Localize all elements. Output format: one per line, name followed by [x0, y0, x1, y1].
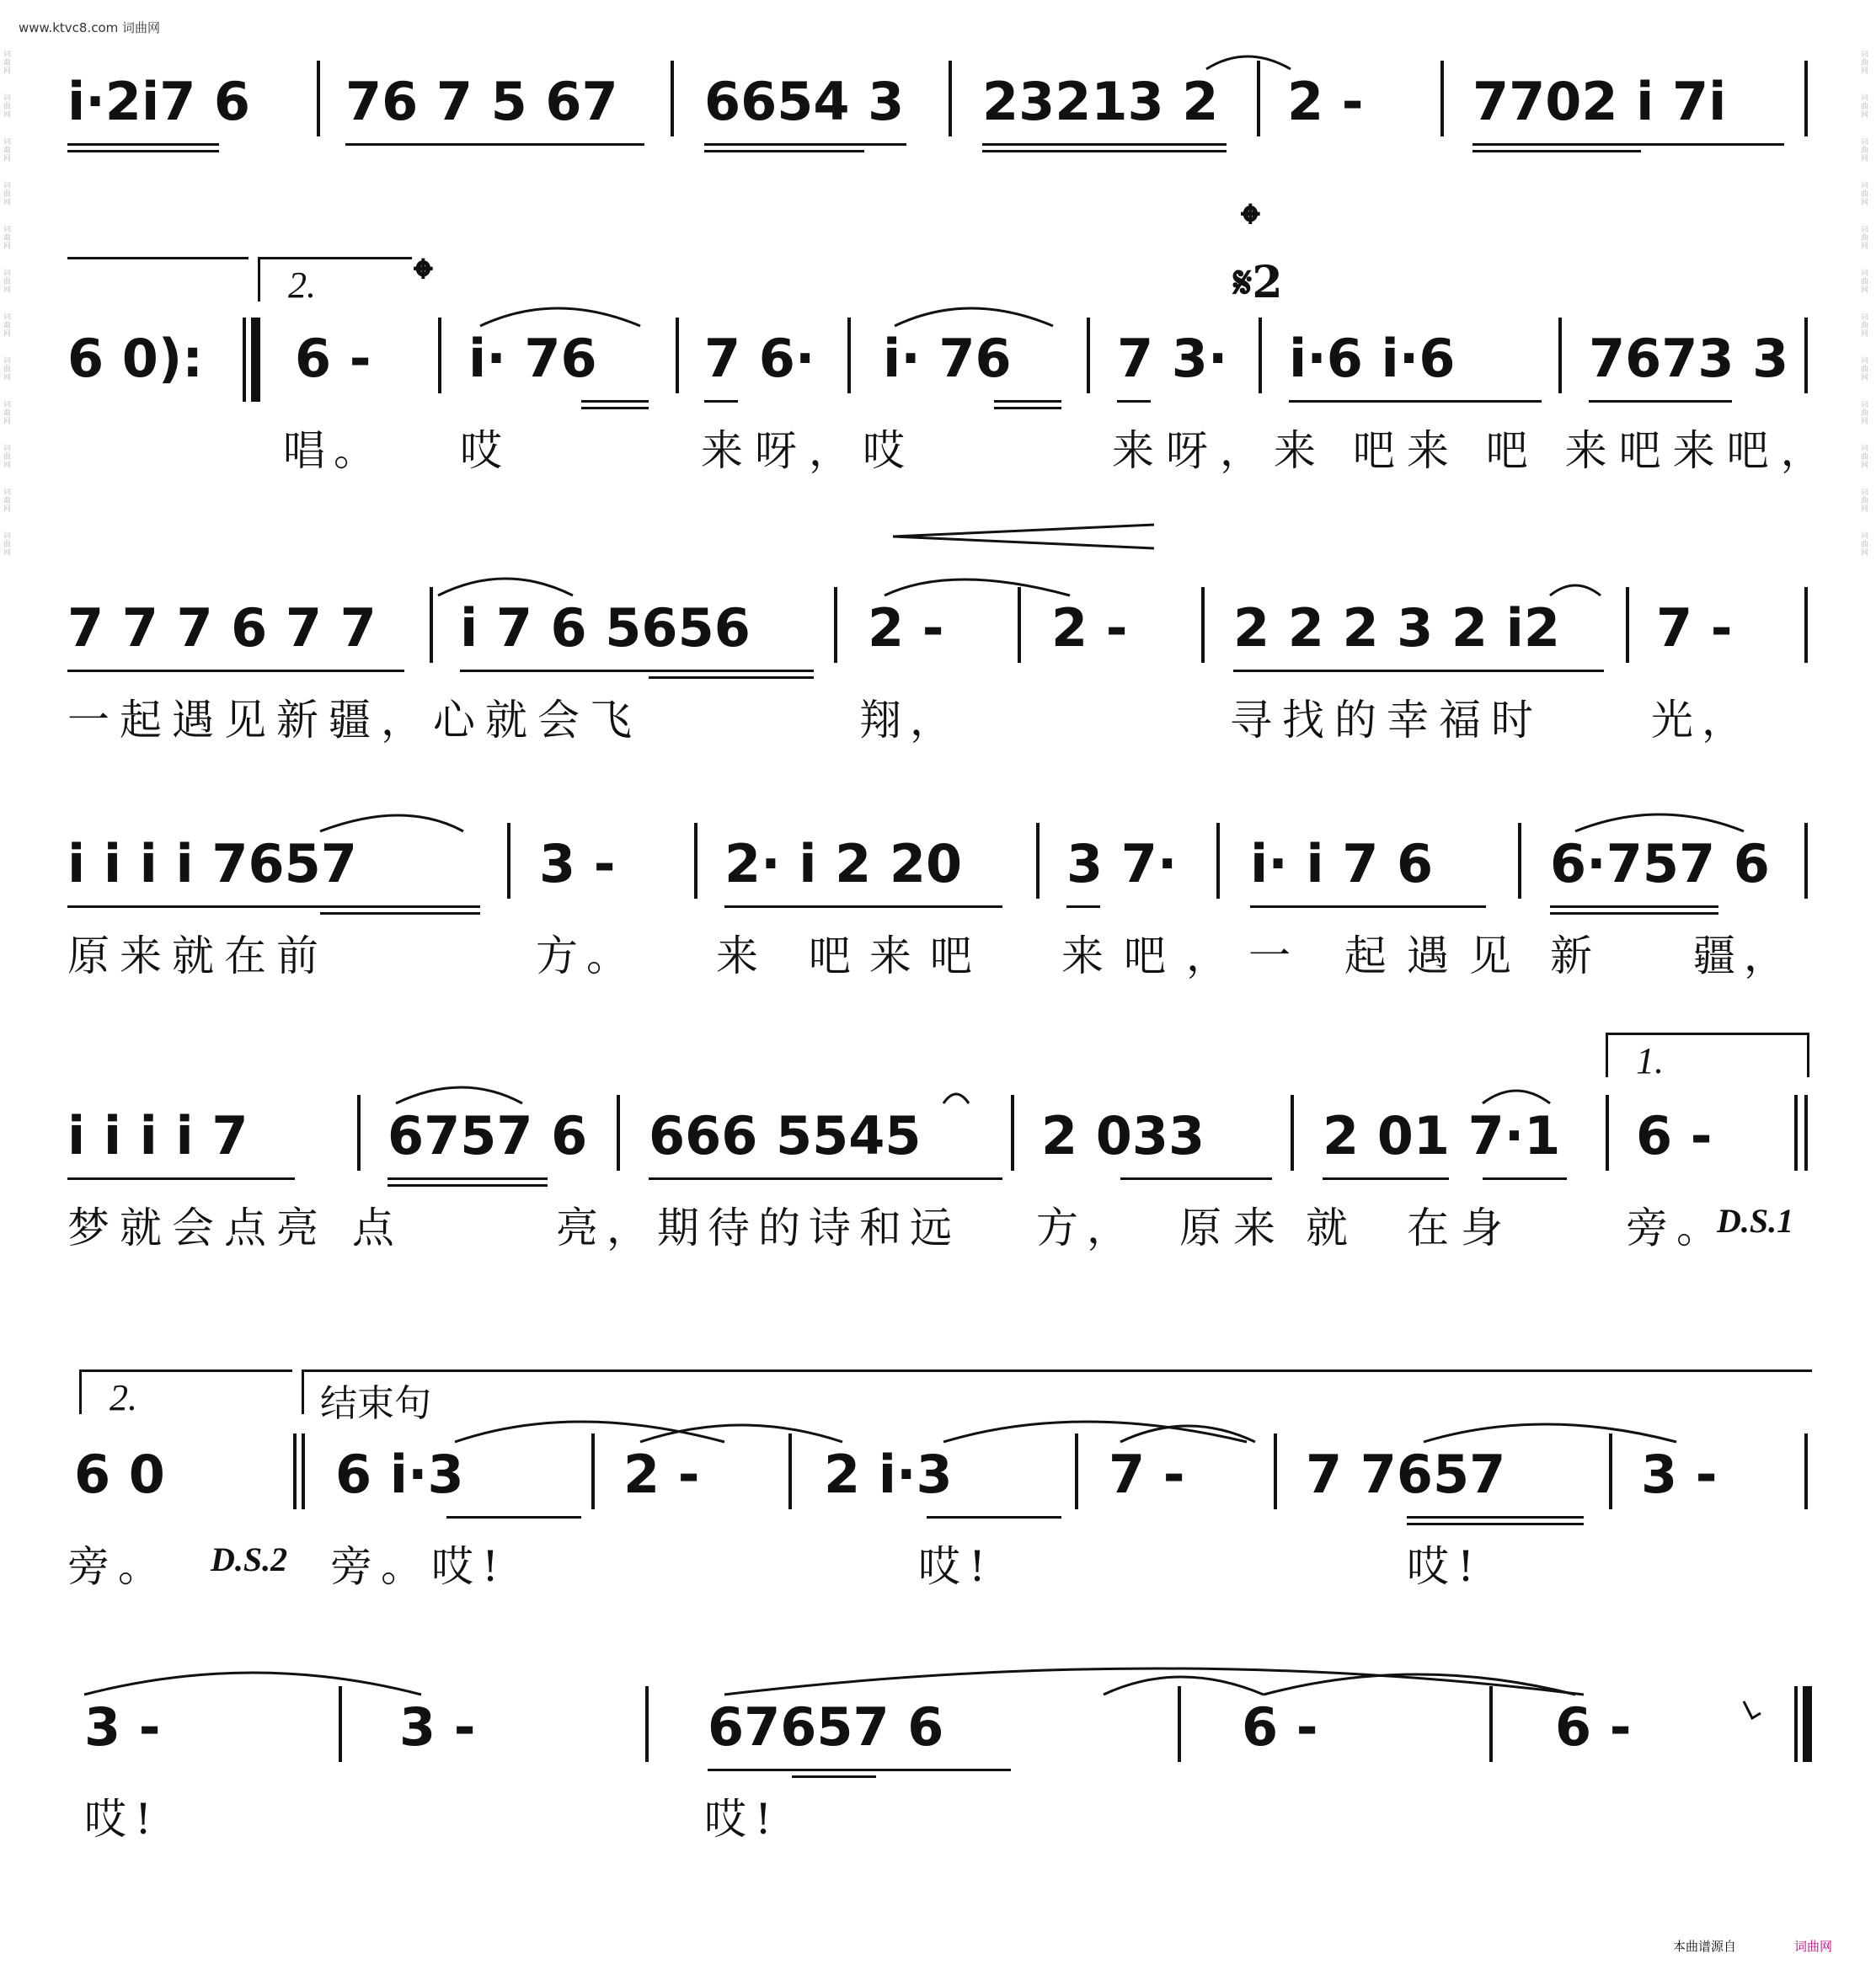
measure: 7 7657	[1306, 1444, 1506, 1505]
barline	[430, 587, 433, 663]
barline	[949, 61, 952, 136]
lyric-line: 来吧，一 起遇见	[1061, 932, 1531, 980]
score-row-7	[67, 1696, 1820, 1870]
underline	[387, 1177, 548, 1180]
lyric-line: 疆，	[1693, 932, 1794, 980]
score-row-3	[67, 597, 1820, 771]
measure: 6 0):	[67, 328, 203, 389]
underline	[1250, 905, 1486, 908]
barline	[1804, 61, 1808, 136]
barline	[1036, 823, 1040, 899]
barline	[847, 318, 851, 393]
barline	[1804, 823, 1808, 899]
barline	[1489, 1686, 1493, 1762]
underline	[67, 905, 480, 908]
underline	[67, 670, 404, 672]
barline	[694, 823, 697, 899]
underline	[704, 150, 864, 152]
barline	[1804, 587, 1808, 663]
underline	[724, 905, 1002, 908]
left-watermark-strip: 词曲网 词曲网 词曲网 词曲网 词曲网 词曲网 词曲网 词曲网 词曲网 词曲网 词曲网 词曲网	[3, 51, 12, 558]
barline	[1087, 318, 1090, 393]
site-watermark: www.ktvc8.com 词曲网	[19, 20, 161, 35]
underline	[446, 1516, 581, 1519]
lyric-line: 哎!	[918, 1542, 995, 1591]
measure: i· 76	[468, 328, 597, 389]
measure: 7702 i 7i	[1472, 71, 1727, 132]
barline	[1606, 1095, 1609, 1171]
measure: 6654 3	[704, 71, 905, 132]
barline	[676, 318, 679, 393]
lyric-line: 来呀，来 吧来 吧 来吧来吧，	[1112, 426, 1835, 475]
underline	[982, 143, 1227, 146]
barline	[645, 1686, 649, 1762]
barline	[834, 587, 837, 663]
measure: 2 -	[1051, 597, 1128, 659]
lyric-line: 唱。	[283, 426, 384, 475]
measure: 6 -	[1636, 1105, 1713, 1167]
score-row-5	[67, 1040, 1820, 1279]
lyric-line: 就	[1306, 1204, 1356, 1252]
underline	[994, 407, 1061, 409]
lyric-line: 翔，	[859, 696, 960, 745]
measure: 6 -	[1242, 1696, 1318, 1758]
score-row-6	[67, 1377, 1820, 1617]
measure: 2 -	[623, 1444, 700, 1505]
measure: 67657 6	[708, 1696, 944, 1758]
underline	[1289, 400, 1542, 403]
barline	[1794, 1095, 1798, 1171]
repeat-barline	[243, 318, 246, 402]
barline	[1259, 318, 1262, 393]
lyric-line: 旁。	[1626, 1204, 1727, 1252]
score-row-4	[67, 833, 1820, 1006]
barline	[1518, 823, 1521, 899]
underline	[67, 1177, 295, 1180]
underline	[792, 1775, 876, 1778]
barline	[317, 61, 320, 136]
barline	[1626, 587, 1629, 663]
underline	[460, 670, 814, 672]
underline	[708, 1769, 1011, 1771]
underline	[1550, 912, 1718, 915]
ds2-marking: D.S.2	[211, 1540, 288, 1578]
measure: 6 -	[295, 328, 371, 389]
barline	[507, 823, 510, 899]
barline	[1804, 318, 1808, 393]
score-row-1	[67, 71, 1820, 168]
barline	[1274, 1433, 1277, 1509]
barline	[1804, 1095, 1808, 1171]
underline	[1233, 670, 1604, 672]
ending-bracket	[302, 1369, 1812, 1414]
underline	[1472, 143, 1784, 146]
footer-source: 本曲谱源自	[1673, 1939, 1737, 1954]
underline	[581, 400, 649, 403]
measure: 2 033	[1041, 1105, 1205, 1167]
measure: 76 7 5 67	[345, 71, 618, 132]
measure: i· 76	[883, 328, 1012, 389]
measure: 6·757 6	[1550, 833, 1770, 894]
underline	[704, 143, 906, 146]
underline	[345, 143, 644, 146]
underline	[1120, 1177, 1272, 1180]
lyric-line: 光，	[1651, 696, 1752, 745]
barline	[1440, 61, 1444, 136]
lyric-line: 亮，期待的诗和远	[556, 1204, 960, 1252]
repeat-bracket-left	[67, 257, 249, 259]
measure: i i i i 7657	[67, 833, 357, 894]
measure: 6757 6	[387, 1105, 588, 1167]
lyric-line: 哎!	[704, 1795, 781, 1844]
lyric-line: 哎!	[84, 1795, 161, 1844]
underline	[1066, 905, 1100, 908]
underline	[1323, 1177, 1449, 1180]
measure: i i i i 7	[67, 1105, 249, 1167]
barline	[1011, 1095, 1014, 1171]
measure: 3 -	[1641, 1444, 1718, 1505]
underline	[1550, 905, 1718, 908]
final-barline	[1803, 1686, 1812, 1762]
barline	[1018, 587, 1021, 663]
measure: 7 3·	[1117, 328, 1228, 389]
ending-label: 结束句	[320, 1382, 431, 1425]
footer-site: 词曲网	[1794, 1939, 1833, 1954]
right-watermark-strip: 词曲网 词曲网 词曲网 词曲网 词曲网 词曲网 词曲网 词曲网 词曲网 词曲网 词曲网 词曲网	[1861, 51, 1869, 558]
measure: 3 -	[399, 1696, 476, 1758]
lyric-line: 一起遇见新疆，心就会飞	[67, 696, 642, 745]
barline	[591, 1433, 595, 1509]
lyric-line: 旁。哎!	[330, 1542, 508, 1591]
measure: 6 0	[74, 1444, 165, 1505]
barline	[1558, 318, 1562, 393]
underline	[1589, 400, 1732, 403]
barline	[1291, 1095, 1294, 1171]
segno-icon: 𝄋2	[1233, 257, 1283, 308]
measure: i·6 i·6	[1289, 328, 1456, 389]
score-row-2	[67, 194, 1835, 501]
measure: 666 5545	[649, 1105, 922, 1167]
measure: 2 01 7·1	[1323, 1105, 1561, 1167]
measure: 2 -	[1287, 71, 1364, 132]
measure: 2 -	[868, 597, 944, 659]
measure: i 7 6 5656	[460, 597, 751, 659]
barline	[1804, 1433, 1808, 1509]
lyric-line: 来 吧来吧	[716, 932, 991, 980]
volta-2-bracket	[258, 257, 412, 302]
lyric-line: 在身	[1407, 1204, 1515, 1252]
barline	[1075, 1433, 1078, 1509]
underline	[649, 1177, 1002, 1180]
lyric-line: 寻找的幸福时	[1230, 696, 1543, 745]
measure: i·2i7 6	[67, 71, 251, 132]
lyric-line: 旁。	[67, 1542, 168, 1591]
volta-2-label: 2.	[288, 264, 316, 306]
underline	[982, 150, 1227, 152]
barline	[1216, 823, 1220, 899]
barline	[339, 1686, 342, 1762]
lyric-line: 原来	[1179, 1204, 1287, 1252]
underline	[704, 400, 738, 403]
barline	[293, 1433, 297, 1509]
barline	[671, 61, 674, 136]
underline	[1472, 150, 1641, 152]
underline	[1483, 1177, 1567, 1180]
measure: 6 -	[1555, 1696, 1632, 1758]
measure: 7673 3	[1589, 328, 1789, 389]
measure: 3 -	[84, 1696, 161, 1758]
barline	[1257, 61, 1260, 136]
measure: 3 -	[539, 833, 616, 894]
lyric-line: 哎!	[1407, 1542, 1483, 1591]
lyric-line: 方，	[1036, 1204, 1137, 1252]
barline	[1201, 587, 1205, 663]
volta-2-label: 2.	[110, 1377, 137, 1418]
measure: 2· i 2 20	[724, 833, 963, 894]
barline	[302, 1433, 305, 1509]
measure: 7 6·	[704, 328, 815, 389]
measure: i· i 7 6	[1250, 833, 1434, 894]
underline	[320, 912, 480, 915]
underline	[1117, 400, 1151, 403]
lyric-line: 方。	[536, 932, 637, 980]
underline	[581, 407, 649, 409]
underline	[927, 1516, 1061, 1519]
repeat-barline-thick	[251, 318, 260, 402]
measure: 7 -	[1109, 1444, 1185, 1505]
lyric-line: 梦就会点亮 点	[67, 1204, 404, 1252]
measure: 2 2 2 3 2 i2	[1233, 597, 1561, 659]
lyric-line: 原来就在前	[67, 932, 329, 980]
underline	[387, 1184, 548, 1187]
underline	[67, 143, 219, 146]
underline	[994, 400, 1061, 403]
measure: 7 7 7 6 7 7	[67, 597, 377, 659]
measure: 3 7·	[1066, 833, 1178, 894]
volta-1-label: 1.	[1636, 1040, 1664, 1081]
measure: 2 i·3	[824, 1444, 953, 1505]
ds1-marking: D.S.1	[1717, 1202, 1794, 1240]
measure: 23213 2	[982, 71, 1219, 132]
barline	[617, 1095, 620, 1171]
measure: 6 i·3	[335, 1444, 464, 1505]
coda-icon: 𝄌	[1242, 194, 1259, 253]
underline	[649, 676, 814, 679]
barline	[438, 318, 441, 393]
lyric-line: 哎	[460, 426, 510, 475]
underline	[1407, 1523, 1584, 1525]
barline	[357, 1095, 361, 1171]
underline	[1407, 1516, 1584, 1519]
barline	[1609, 1433, 1612, 1509]
barline	[1794, 1686, 1798, 1762]
measure: 7 -	[1656, 597, 1733, 659]
barline	[1178, 1686, 1181, 1762]
coda-icon: 𝄌	[414, 248, 432, 307]
lyric-line: 新	[1550, 932, 1601, 980]
lyric-line: 来呀，哎	[701, 426, 917, 475]
underline	[67, 150, 219, 152]
barline	[788, 1433, 792, 1509]
